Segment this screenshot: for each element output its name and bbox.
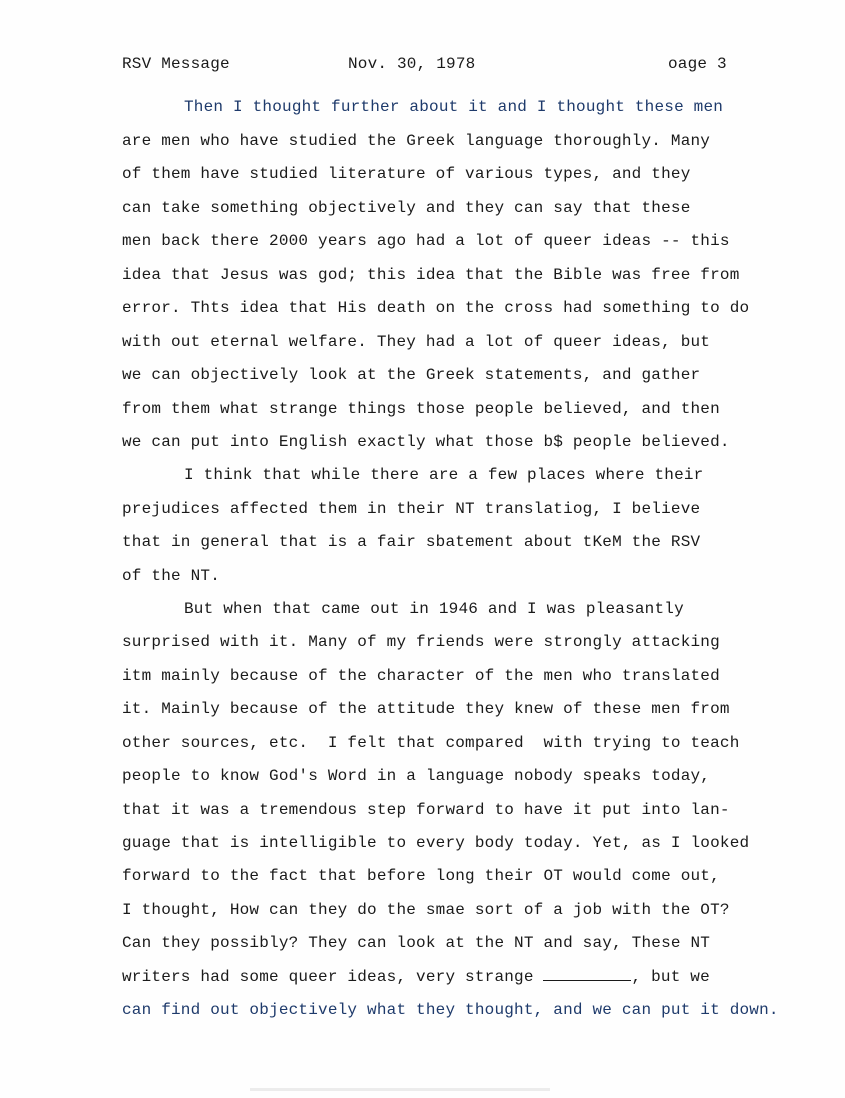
paragraph-1-line-4: can take something objectively and they can say that these <box>122 199 691 217</box>
paragraph-3-line-4: it. Mainly because of the attitude they knew of these men from <box>122 700 730 718</box>
paragraph-1-line-10: from them what strange things those people believed, and then <box>122 400 720 418</box>
paragraph-3-line-8: guage that is intelligible to every body today. Yet, as I looked <box>122 834 750 852</box>
paragraph-3-line-5: other sources, etc. I felt that compared with trying to teach <box>122 734 740 752</box>
paragraph-1-line-1: Then I thought further about it and I thought these men <box>184 98 724 116</box>
header-page-number: oage 3 <box>668 55 727 73</box>
paragraph-3-line-11: Can they possibly? They can look at the NT and say, These NT <box>122 934 711 952</box>
paragraph-1-line-5: men back there 2000 years ago had a lot of queer ideas -- this <box>122 232 730 250</box>
paragraph-2-line-4: of the NT. <box>122 567 221 585</box>
paragraph-1-line-9: we can objectively look at the Greek statements, and gather <box>122 366 701 384</box>
paragraph-1-line-2: are men who have studied the Greek language thoroughly. Many <box>122 132 711 150</box>
header-title: RSV Message <box>122 55 230 73</box>
paragraph-1-line-8: with out eternal welfare. They had a lot of queer ideas, but <box>122 333 711 351</box>
paragraph-3-line-10: I thought, How can they do the smae sort of a job with the OT? <box>122 901 730 919</box>
blank-underline <box>543 966 631 981</box>
paragraph-3-line-9: forward to the fact that before long their OT would come out, <box>122 867 720 885</box>
paragraph-1-line-7: error. Thts idea that His death on the cross had something to do <box>122 299 750 317</box>
paragraph-1-line-6: idea that Jesus was god; this idea that the Bible was free from <box>122 266 740 284</box>
paragraph-3-line-7: that it was a tremendous step forward to have it put into lan- <box>122 801 730 819</box>
line-12-text: writers had some queer ideas, very strange <box>122 968 534 986</box>
line-12-tail: , but we <box>631 968 710 986</box>
paragraph-3-line-13: can find out objectively what they thought, and we can put it down. <box>122 1001 779 1019</box>
paragraph-3-line-6: people to know God's Word in a language nobody speaks today, <box>122 767 711 785</box>
paragraph-2-line-3: that in general that is a fair sbatement about tKeM the RSV <box>122 533 701 551</box>
paragraph-3-line-12 <box>122 966 710 987</box>
paragraph-2-line-2: prejudices affected them in their NT translatiog, I believe <box>122 500 701 518</box>
scan-artifact <box>250 1088 550 1091</box>
paragraph-1-line-11: we can put into English exactly what those b$ people believed. <box>122 433 730 451</box>
paragraph-3-line-1: But when that came out in 1946 and I was pleasantly <box>184 600 684 618</box>
paragraph-3-line-3: itm mainly because of the character of the men who translated <box>122 667 720 685</box>
header-date: Nov. 30, 1978 <box>348 55 476 73</box>
paragraph-3-line-2: surprised with it. Many of my friends were strongly attacking <box>122 633 720 651</box>
paragraph-2-line-1: I think that while there are a few places where their <box>184 466 704 484</box>
paragraph-1-line-3: of them have studied literature of various types, and they <box>122 165 691 183</box>
